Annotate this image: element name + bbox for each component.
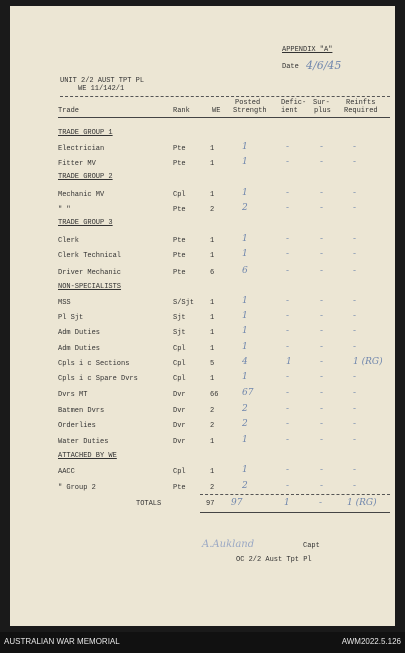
- trade-cell: Water Duties: [58, 438, 109, 446]
- reinforcements-cell: -: [353, 388, 357, 398]
- archive-footer: [0, 632, 405, 653]
- posted-cell: 1: [242, 326, 248, 336]
- column-rule: [58, 117, 390, 118]
- surplus-cell: -: [320, 157, 324, 167]
- deficient-cell: -: [286, 188, 290, 198]
- trade-cell: Clerk Technical: [58, 252, 122, 260]
- totals-posted: 97: [231, 498, 243, 508]
- we-cell: 1: [210, 468, 215, 476]
- surplus-cell: -: [320, 296, 324, 306]
- we-reference: WE 11/142/1: [78, 85, 125, 93]
- we-cell: 1: [210, 160, 215, 168]
- table-row: [10, 374, 395, 386]
- date-value: 4/6/45: [306, 59, 342, 72]
- posted-cell: 1: [242, 142, 248, 152]
- posted-cell: 2: [242, 481, 248, 491]
- table-row: [10, 467, 395, 479]
- rank-cell: Dvr: [173, 407, 186, 415]
- totals-row: [10, 498, 395, 510]
- rank-cell: Cpl: [173, 191, 186, 199]
- trade-cell: AACC: [58, 468, 75, 476]
- document-page: [10, 6, 395, 626]
- we-cell: 2: [210, 407, 215, 415]
- posted-cell: 2: [242, 203, 248, 213]
- totals-rule-bottom: [200, 512, 390, 513]
- surplus-cell: -: [320, 342, 324, 352]
- rank-cell: Pte: [173, 160, 186, 168]
- trade-cell: Adm Duties: [58, 329, 101, 337]
- table-row: [10, 205, 395, 217]
- we-cell: 1: [210, 438, 215, 446]
- we-cell: 1: [210, 329, 215, 337]
- deficient-cell: -: [286, 419, 290, 429]
- we-cell: 6: [210, 269, 215, 277]
- posted-cell: 67: [242, 388, 254, 398]
- posted-cell: 1: [242, 234, 248, 244]
- we-cell: 1: [210, 299, 215, 307]
- footer-institution: AUSTRALIAN WAR MEMORIAL: [4, 637, 120, 646]
- deficient-cell: -: [286, 372, 290, 382]
- reinforcements-cell: -: [353, 188, 357, 198]
- rank-cell: Pte: [173, 206, 186, 214]
- surplus-cell: -: [320, 372, 324, 382]
- surplus-cell: -: [320, 404, 324, 414]
- trade-cell: Mechanic MV: [58, 191, 105, 199]
- posted-cell: 1: [242, 249, 248, 259]
- rank-cell: Pte: [173, 269, 186, 277]
- surplus-cell: -: [320, 249, 324, 259]
- header-rule: [60, 96, 390, 97]
- surplus-cell: -: [320, 188, 324, 198]
- trade-cell: Fitter MV: [58, 160, 96, 168]
- deficient-cell: -: [286, 435, 290, 445]
- posted-cell: 1: [242, 342, 248, 352]
- surplus-cell: -: [320, 465, 324, 475]
- trade-cell: Dvrs MT: [58, 391, 88, 399]
- col-we: WE: [212, 107, 221, 115]
- col-defic-2: ient: [281, 107, 298, 115]
- posted-cell: 1: [242, 296, 248, 306]
- we-cell: 1: [210, 345, 215, 353]
- totals-surplus: -: [319, 498, 323, 508]
- trade-cell: Batmen Dvrs: [58, 407, 105, 415]
- deficient-cell: -: [286, 342, 290, 352]
- reinforcements-cell: -: [353, 465, 357, 475]
- we-cell: 66: [210, 391, 219, 399]
- we-cell: 2: [210, 484, 215, 492]
- we-cell: 2: [210, 206, 215, 214]
- table-row: [10, 236, 395, 248]
- we-cell: 1: [210, 375, 215, 383]
- trade-cell: Pl Sjt: [58, 314, 84, 322]
- group-title: TRADE GROUP 3: [58, 219, 113, 227]
- signature-title: OC 2/2 Aust Tpt Pl: [236, 556, 312, 564]
- table-row: [10, 406, 395, 418]
- table-row: [10, 298, 395, 310]
- rank-cell: Dvr: [173, 391, 186, 399]
- rank-cell: Cpl: [173, 468, 186, 476]
- rank-cell: Pte: [173, 237, 186, 245]
- table-row: [10, 437, 395, 449]
- posted-cell: 1: [242, 465, 248, 475]
- rank-cell: Pte: [173, 252, 186, 260]
- reinforcements-cell: -: [353, 342, 357, 352]
- reinforcements-cell: -: [353, 311, 357, 321]
- deficient-cell: -: [286, 404, 290, 414]
- reinforcements-cell: -: [353, 142, 357, 152]
- deficient-cell: -: [286, 481, 290, 491]
- rank-cell: Pte: [173, 484, 186, 492]
- table-row: [10, 421, 395, 433]
- surplus-cell: -: [320, 388, 324, 398]
- surplus-cell: -: [320, 481, 324, 491]
- rank-cell: Cpl: [173, 375, 186, 383]
- footer-accession: AWM2022.5.126: [341, 637, 401, 646]
- table-row: [10, 390, 395, 402]
- reinforcements-cell: -: [353, 249, 357, 259]
- totals-label: TOTALS: [136, 500, 162, 508]
- deficient-cell: -: [286, 234, 290, 244]
- group-title: TRADE GROUP 2: [58, 173, 113, 181]
- table-row: [10, 313, 395, 325]
- group-title: NON-SPECIALISTS: [58, 283, 122, 291]
- deficient-cell: -: [286, 388, 290, 398]
- posted-cell: 1: [242, 311, 248, 321]
- rank-cell: Sjt: [173, 329, 186, 337]
- col-surplus: Sur-: [313, 99, 330, 107]
- col-reinfts: Reinfts: [346, 99, 376, 107]
- reinforcements-cell: -: [353, 419, 357, 429]
- signature: A.Aukland: [202, 539, 255, 550]
- we-cell: 5: [210, 360, 215, 368]
- trade-cell: Clerk: [58, 237, 80, 245]
- posted-cell: 1: [242, 157, 248, 167]
- trade-cell: Adm Duties: [58, 345, 101, 353]
- posted-cell: 2: [242, 404, 248, 414]
- surplus-cell: -: [320, 435, 324, 445]
- surplus-cell: -: [320, 357, 324, 367]
- table-row: [10, 251, 395, 263]
- col-surplus-2: plus: [314, 107, 331, 115]
- table-row: [10, 359, 395, 371]
- rank-cell: S/Sjt: [173, 299, 195, 307]
- surplus-cell: -: [320, 326, 324, 336]
- surplus-cell: -: [320, 203, 324, 213]
- deficient-cell: -: [286, 326, 290, 336]
- deficient-cell: -: [286, 266, 290, 276]
- we-cell: 1: [210, 145, 215, 153]
- we-cell: 1: [210, 252, 215, 260]
- reinforcements-cell: -: [353, 296, 357, 306]
- posted-cell: 1: [242, 372, 248, 382]
- rank-cell: Pte: [173, 145, 186, 153]
- table-row: [10, 144, 395, 156]
- table-row: [10, 268, 395, 280]
- signature-rank: Capt: [303, 542, 320, 550]
- trade-cell: Orderlies: [58, 422, 96, 430]
- reinforcements-cell: -: [353, 372, 357, 382]
- col-trade: Trade: [58, 107, 80, 115]
- reinforcements-cell: -: [353, 326, 357, 336]
- rank-cell: Cpl: [173, 360, 186, 368]
- deficient-cell: -: [286, 157, 290, 167]
- we-cell: 1: [210, 237, 215, 245]
- rank-cell: Cpl: [173, 345, 186, 353]
- reinforcements-cell: -: [353, 203, 357, 213]
- reinforcements-cell: -: [353, 266, 357, 276]
- col-defic: Defic-: [281, 99, 307, 107]
- table-row: [10, 328, 395, 340]
- posted-cell: 1: [242, 188, 248, 198]
- deficient-cell: -: [286, 249, 290, 259]
- deficient-cell: -: [286, 142, 290, 152]
- posted-cell: 4: [242, 357, 248, 367]
- table-row: [10, 344, 395, 356]
- trade-cell: " ": [58, 206, 71, 214]
- surplus-cell: -: [320, 142, 324, 152]
- col-posted-2: Strength: [233, 107, 267, 115]
- group-title: TRADE GROUP 1: [58, 129, 113, 137]
- trade-cell: MSS: [58, 299, 71, 307]
- table-row: [10, 159, 395, 171]
- appendix-label: APPENDIX "A": [282, 46, 333, 54]
- trade-cell: Electrician: [58, 145, 105, 153]
- totals-rule-top: [200, 494, 390, 495]
- date-label: Date: [282, 63, 299, 71]
- deficient-cell: -: [286, 296, 290, 306]
- unit-label: UNIT 2/2 AUST TPT PL: [60, 77, 145, 85]
- we-cell: 1: [210, 191, 215, 199]
- we-cell: 1: [210, 314, 215, 322]
- posted-cell: 6: [242, 266, 248, 276]
- surplus-cell: -: [320, 234, 324, 244]
- deficient-cell: -: [286, 311, 290, 321]
- totals-reinfts: 1 (RG): [347, 498, 377, 508]
- reinforcements-cell: -: [353, 481, 357, 491]
- rank-cell: Sjt: [173, 314, 186, 322]
- rank-cell: Dvr: [173, 438, 186, 446]
- trade-cell: Driver Mechanic: [58, 269, 122, 277]
- col-rank: Rank: [173, 107, 190, 115]
- deficient-cell: -: [286, 203, 290, 213]
- col-reinfts-2: Required: [344, 107, 378, 115]
- surplus-cell: -: [320, 419, 324, 429]
- trade-cell: Cpls i c Sections: [58, 360, 130, 368]
- we-cell: 2: [210, 422, 215, 430]
- trade-cell: " Group 2: [58, 484, 96, 492]
- reinforcements-cell: -: [353, 234, 357, 244]
- totals-defic: 1: [284, 498, 290, 508]
- trade-cell: Cpls i c Spare Dvrs: [58, 375, 138, 383]
- group-title: ATTACHED BY WE: [58, 452, 117, 460]
- reinforcements-cell: -: [353, 157, 357, 167]
- deficient-cell: -: [286, 465, 290, 475]
- surplus-cell: -: [320, 266, 324, 276]
- deficient-cell: 1: [286, 357, 292, 367]
- totals-we: 97: [206, 500, 215, 508]
- surplus-cell: -: [320, 311, 324, 321]
- reinforcements-cell: -: [353, 404, 357, 414]
- rank-cell: Dvr: [173, 422, 186, 430]
- posted-cell: 2: [242, 419, 248, 429]
- col-posted: Posted: [235, 99, 261, 107]
- reinforcements-cell: -: [353, 435, 357, 445]
- table-row: [10, 190, 395, 202]
- reinforcements-cell: 1 (RG): [353, 357, 383, 367]
- posted-cell: 1: [242, 435, 248, 445]
